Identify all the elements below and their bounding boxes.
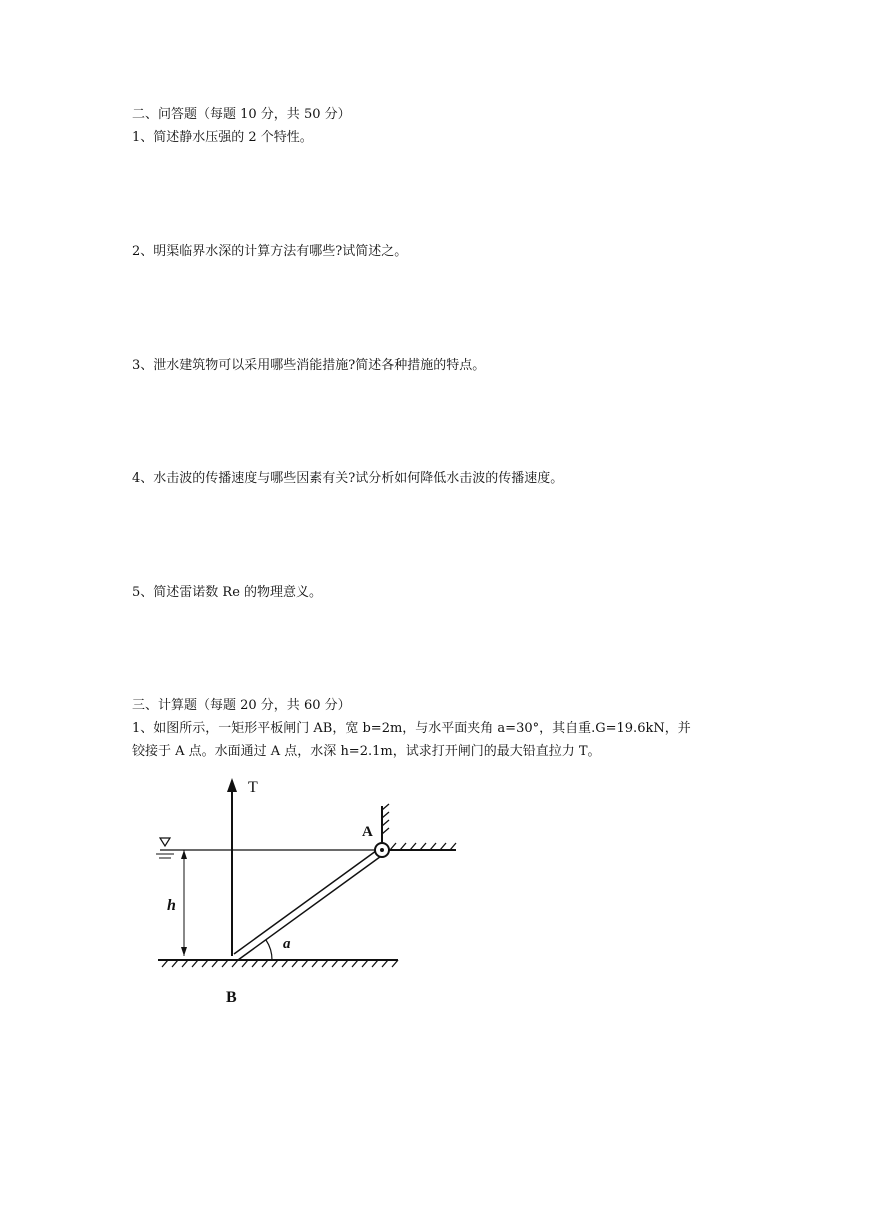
depth-arrow-top-icon — [181, 850, 187, 859]
water-level-icon — [160, 838, 170, 846]
ground-hatching — [162, 960, 398, 967]
vertical-wall-hatching — [382, 804, 389, 834]
label-t: T — [248, 779, 258, 796]
gate-edge-2 — [238, 854, 384, 960]
problem1-line2: 铰接于 A 点。水面通过 A 点，水深 h=2.1m，试求打开闸门的最大铅直拉力 T。 — [132, 744, 601, 759]
question-1: 1、简述静水压强的 2 个特性。 — [132, 130, 313, 145]
question-2: 2、明渠临界水深的计算方法有哪些?试简述之。 — [132, 244, 408, 259]
section2-heading: 二、问答题（每题 10 分，共 50 分） — [132, 107, 351, 122]
tension-arrow-icon — [227, 778, 237, 792]
question-3: 3、泄水建筑物可以采用哪些消能措施?简述各种措施的特点。 — [132, 358, 486, 373]
label-alpha: a — [283, 936, 291, 952]
label-a: A — [362, 824, 373, 840]
gate-diagram — [150, 770, 470, 1010]
label-h: h — [167, 897, 176, 914]
hinge-pin-icon — [380, 848, 384, 852]
gate-edge-1 — [234, 848, 380, 954]
problem1-line1: 1、如图所示，一矩形平板闸门 AB，宽 b=2m，与水平面夹角 a=30°，其自重.G=19.6kN，并 — [132, 721, 691, 736]
upper-wall-hatching — [390, 843, 456, 850]
label-b: B — [226, 989, 237, 1006]
depth-arrow-bottom-icon — [181, 947, 187, 956]
question-5: 5、简述雷诺数 Re 的物理意义。 — [132, 585, 323, 600]
section3-heading: 三、计算题（每题 20 分，共 60 分） — [132, 698, 351, 713]
question-4: 4、水击波的传播速度与哪些因素有关?试分析如何降低水击波的传播速度。 — [132, 471, 564, 486]
angle-arc — [266, 940, 272, 960]
